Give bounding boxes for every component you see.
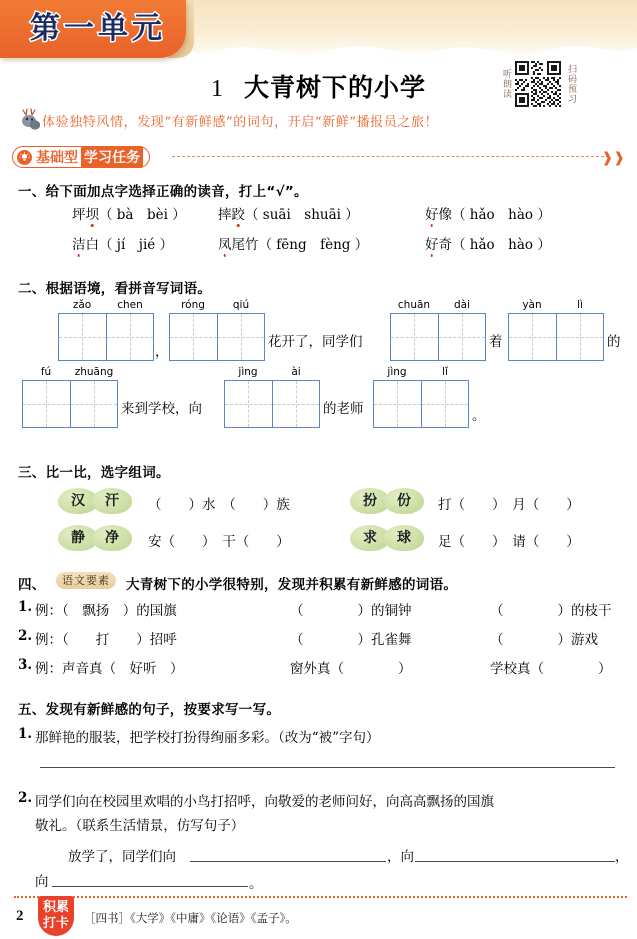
ex2-pinyin: chen (117, 299, 143, 311)
ex2-heading: 二、根据语境，看拼音写词语。 (18, 281, 212, 297)
ex2-pinyin: jìng (387, 366, 407, 378)
task-dashed-line (172, 156, 609, 157)
ex4-heading: 大青树下的小学很特别，发现并积累有新鲜感的词语。 (126, 577, 458, 593)
ex1-item: 洁白（ jí jié ） (72, 237, 174, 253)
grid-cell[interactable] (106, 314, 154, 360)
ex2-pinyin: chuān (397, 299, 431, 311)
qr-right-label: 扫码预习 (566, 64, 576, 104)
qr-block[interactable] (500, 58, 632, 110)
ex1-item: 好奇（ hǎo hào ） (425, 237, 551, 253)
task-label-basic: 基础型 (36, 150, 78, 166)
ex4-item-example: 例：（ 飘扬 ）的国旗 (35, 603, 177, 619)
ex2-tianzi-grid[interactable] (22, 380, 118, 428)
ex5-item-no: 2. (18, 790, 33, 806)
ex5-answer-period: 。 (249, 876, 263, 892)
ex4-item-no: 3. (18, 657, 33, 673)
ex2-pinyin: jìng (238, 366, 258, 378)
ex3-char[interactable]: 汉 (71, 493, 85, 509)
ex3-blanks[interactable]: （ ）水 （ ）族 (148, 497, 290, 513)
page-number: 2 (16, 908, 24, 924)
grid-cell[interactable] (509, 314, 556, 360)
footer-divider (14, 896, 627, 898)
ex4-item-blank[interactable]: （ ）的枝干 (490, 603, 612, 619)
ex5-answer-line[interactable] (190, 861, 386, 862)
accumulate-badge (38, 896, 74, 936)
lesson-title-text: 大青树下的小学 (243, 73, 426, 102)
ex3-blanks[interactable]: 安（ ） 干（ ） (148, 534, 290, 550)
unit-label: 第一单元 (30, 11, 166, 46)
ex3-character-pair[interactable] (350, 525, 424, 551)
ex2-text: 。 (472, 408, 486, 424)
ex2-pinyin: róng (181, 299, 205, 311)
grid-cell[interactable] (170, 314, 217, 360)
ex4-item-example: 例：声音真（ 好听 ） (35, 661, 184, 677)
ex2-text: 的老师 (323, 401, 364, 417)
ex3-char[interactable]: 汗 (105, 493, 119, 509)
grid-cell[interactable] (70, 381, 118, 427)
ex2-pinyin: dài (453, 299, 471, 311)
ex2-tianzi-grid[interactable] (224, 380, 320, 428)
ex2-text: 着 (489, 334, 503, 350)
ex5-heading: 五、发现有新鲜感的句子，按要求写一写。 (18, 702, 281, 718)
ex3-char[interactable]: 求 (363, 530, 377, 546)
ex1-item: 好像（ hǎo hào ） (425, 207, 551, 223)
ex3-char[interactable]: 静 (71, 530, 85, 546)
ex3-char[interactable]: 球 (397, 530, 411, 546)
ex2-pinyin: zǎo (72, 299, 92, 311)
ex5-item-no: 1. (18, 726, 33, 742)
grid-cell[interactable] (23, 381, 70, 427)
ex2-pinyin: lǐ (442, 366, 448, 378)
ex5-answer-line[interactable] (40, 767, 615, 768)
ex3-char[interactable]: 净 (105, 530, 119, 546)
ex1-item: 凤尾竹（ fēng fèng ） (218, 237, 369, 253)
qr-left-label: 听朗读 (501, 69, 511, 99)
ex4-heading-prefix: 四、 (18, 577, 46, 593)
ex5-answer-prompt: ，向 (387, 849, 414, 865)
footer-text: ［四书］《大学》《中庸》《论语》《孟子》。 (84, 911, 297, 925)
ex2-tianzi-grid[interactable] (508, 313, 604, 361)
grid-cell[interactable] (391, 314, 438, 360)
ex3-char[interactable]: 份 (397, 493, 411, 509)
lightbulb-icon (17, 150, 32, 165)
grid-cell[interactable] (421, 381, 469, 427)
grid-cell[interactable] (225, 381, 272, 427)
ex4-item-blank[interactable]: （ ）的铜钟 (290, 603, 412, 619)
ex3-character-pair[interactable] (58, 525, 132, 551)
ex2-pinyin: ài (291, 366, 301, 378)
task-pill (12, 146, 150, 168)
grid-cell[interactable] (272, 381, 320, 427)
ex4-item-example: 例：（ 打 ）招呼 (35, 632, 177, 648)
ex2-text: 花开了，同学们 (268, 334, 363, 350)
grid-cell[interactable] (556, 314, 604, 360)
ex4-item-no: 2. (18, 628, 33, 644)
badge-line-1: 积累 (42, 900, 69, 915)
ex3-blanks[interactable]: 打（ ） 月（ ） (438, 497, 580, 513)
ex4-badge: 语文要素 (56, 572, 116, 589)
ex2-pinyin: qiú (232, 299, 250, 311)
ex2-text: 的 (607, 334, 621, 350)
ex3-character-pair[interactable] (350, 488, 424, 514)
task-label-learning: 学习任务 (81, 146, 143, 168)
ex1-heading: 一、给下面加点字选择正确的读音，打上“√”。 (18, 184, 308, 200)
grid-cell[interactable] (59, 314, 106, 360)
badge-line-2: 打卡 (42, 916, 69, 931)
ex4-item-blank[interactable]: （ ）游戏 (490, 632, 598, 648)
ex2-tianzi-grid[interactable] (58, 313, 154, 361)
ex2-text: ， (155, 344, 169, 360)
ex5-answer-comma: ， (615, 849, 629, 865)
task-banner (12, 146, 625, 168)
qr-code-icon[interactable] (515, 61, 561, 107)
ex2-pinyin: fú (40, 366, 52, 378)
lesson-number: 1 (210, 76, 224, 102)
ex3-heading: 三、比一比，选字组词。 (18, 465, 170, 481)
ex2-tianzi-grid[interactable] (390, 313, 486, 361)
grid-cell[interactable] (374, 381, 421, 427)
ex5-answer-prompt: 放学了，同学们向 (68, 849, 176, 865)
ex3-blanks[interactable]: 足（ ） 请（ ） (438, 534, 580, 550)
ex2-text: 来到学校，向 (121, 401, 202, 417)
ex5-answer-prompt: 向 (35, 874, 49, 890)
ex2-tianzi-grid[interactable] (373, 380, 469, 428)
ex2-pinyin: lì (577, 299, 583, 311)
task-arrow-icon: ❱❱ (601, 149, 625, 165)
ex2-tianzi-grid[interactable] (169, 313, 265, 361)
ex5-answer-line[interactable] (52, 886, 248, 887)
ex2-pinyin: yàn (522, 299, 542, 311)
grid-cell[interactable] (438, 314, 486, 360)
ex4-item-no: 1. (18, 599, 33, 615)
intro-text: 体验独特风情，发现“有新鲜感”的词句，开启“新鲜”播报员之旅！ (42, 115, 439, 130)
ex1-item: 坪坝（ bà bèi ） (72, 207, 186, 223)
ex4-item-blank[interactable]: 窗外真（ ） (290, 661, 412, 677)
ex3-char[interactable]: 扮 (363, 493, 377, 509)
ex3-character-pair[interactable] (58, 488, 132, 514)
ex5-answer-line[interactable] (415, 861, 615, 862)
ex1-item: 摔跤（ suāi shuāi ） (218, 207, 359, 223)
ex2-pinyin: zhuāng (74, 366, 114, 378)
ex5-item1-text: 那鲜艳的服装，把学校打扮得绚丽多彩。（改为“被”字句） (35, 730, 380, 746)
ex4-item-blank[interactable]: 学校真（ ） (490, 661, 612, 677)
ex5-item2-line1: 同学们向在校园里欢唱的小鸟打招呼，向敬爱的老师问好，向高高飘扬的国旗 (35, 794, 494, 810)
grid-cell[interactable] (217, 314, 265, 360)
ex5-item2-line2: 敬礼。（联系生活情景，仿写句子） (35, 818, 245, 834)
deer-icon (18, 108, 44, 134)
ex4-item-blank[interactable]: （ ）孔雀舞 (290, 632, 412, 648)
